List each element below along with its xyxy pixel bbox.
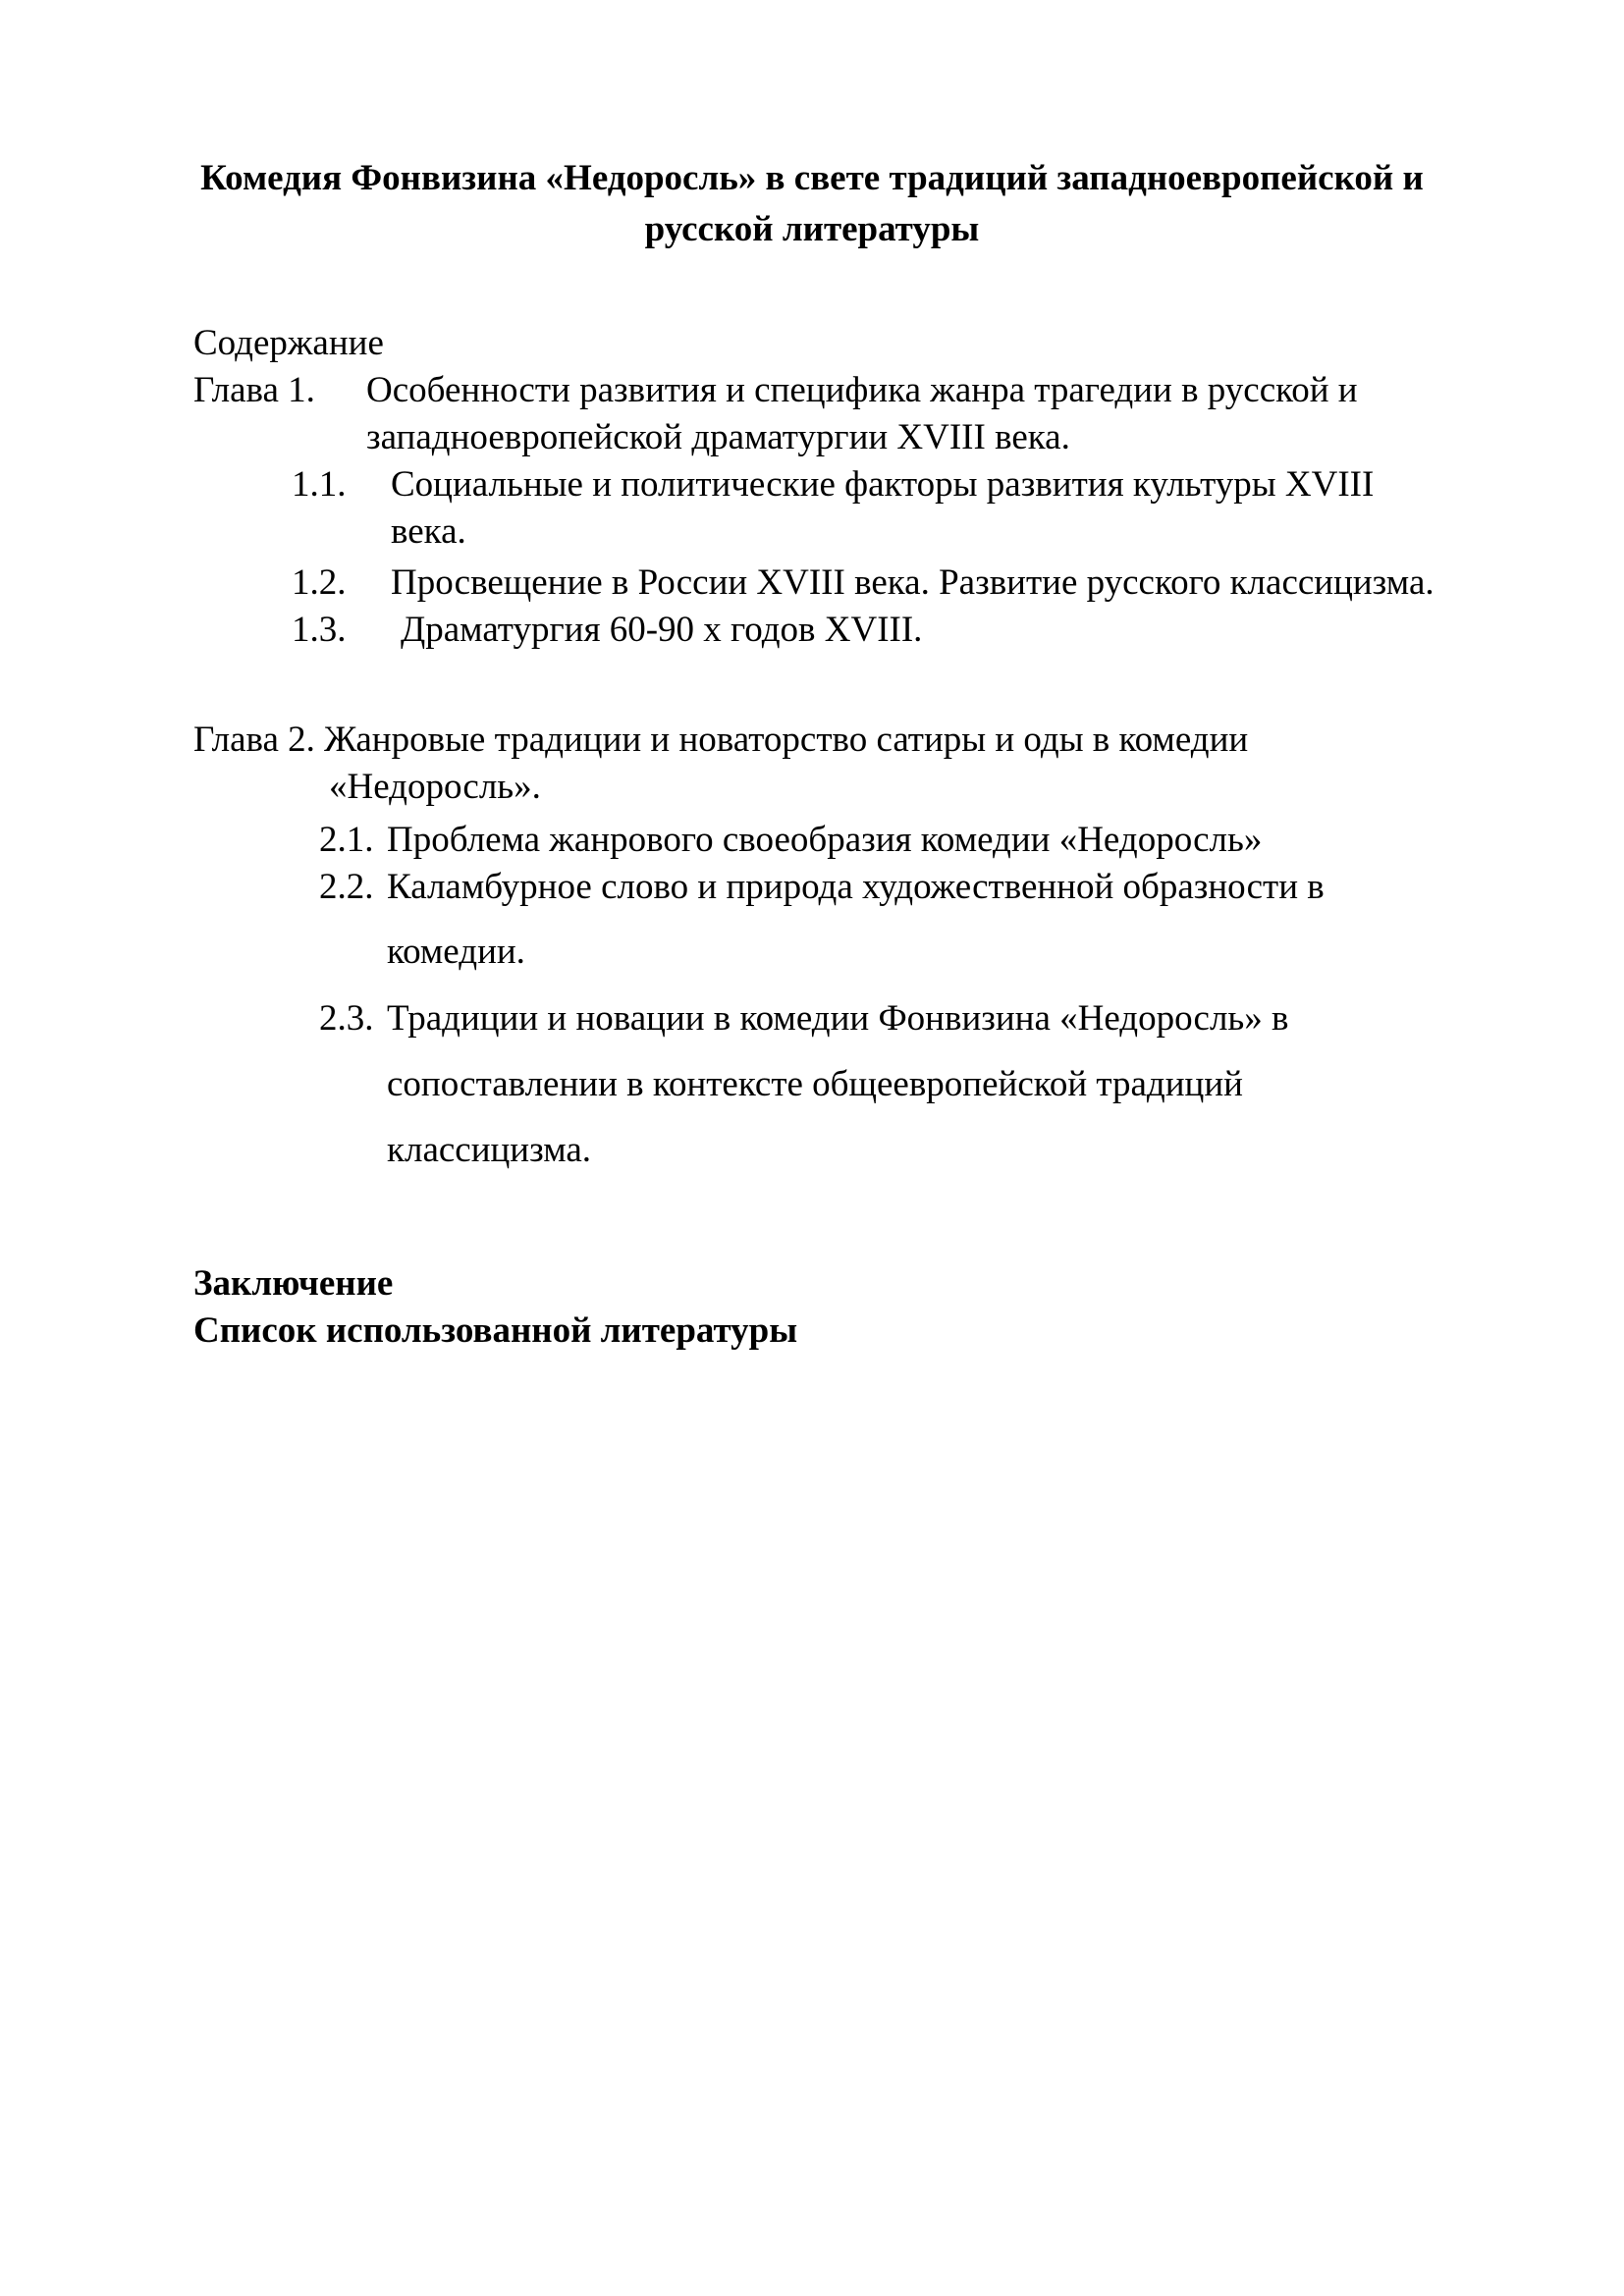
chapter1-label: Глава 1. xyxy=(193,370,315,410)
chapter2-title-line2: «Недоросль». xyxy=(329,767,541,807)
section-number: 2.1. xyxy=(319,820,374,860)
section-number: 2.3. xyxy=(319,998,374,1039)
section-number: 1.2. xyxy=(292,562,347,603)
section-title-line1: Проблема жанрового своеобразия комедии «Недоросль» xyxy=(387,820,1263,860)
chapter1-title-line1: Особенности развития и специфика жанра трагедии в русской и xyxy=(366,370,1358,410)
toc-heading: Содержание xyxy=(193,323,384,363)
conclusion-heading: Заключение xyxy=(193,1263,394,1304)
section-title-line2: комедии. xyxy=(387,932,525,972)
document-title: Комедия Фонвизина «Недоросль» в свете традиций западноевропейской и русской литературы xyxy=(200,158,1424,249)
section-number: 2.2. xyxy=(319,867,374,907)
section-title-line3: классицизма. xyxy=(387,1130,592,1170)
section-title-line1: Каламбурное слово и природа художественной образности в xyxy=(387,867,1325,907)
section-number: 1.3. xyxy=(292,610,347,650)
section-number: 1.1. xyxy=(292,464,347,505)
section-title-line1: Драматургия 60-90 х годов XVIII. xyxy=(401,610,923,650)
chapter2-title-line1: Глава 2. Жанровые традиции и новаторство сатиры и оды в комедии xyxy=(193,720,1249,760)
chapter1-title-line2: западноевропейской драматургии XVIII века. xyxy=(366,417,1070,457)
section-title-line2: века. xyxy=(391,511,466,552)
section-title-line2: сопоставлении в контексте общеевропейской традиций xyxy=(387,1064,1243,1104)
section-title-line1: Социальные и политические факторы развития культуры XVIII xyxy=(391,464,1375,505)
bibliography-heading: Список использованной литературы xyxy=(193,1310,798,1351)
section-title-line1: Просвещение в России XVIII века. Развитие русского классицизма. xyxy=(391,562,1435,603)
section-title-line1: Традиции и новации в комедии Фонвизина «Недоросль» в xyxy=(387,998,1289,1039)
